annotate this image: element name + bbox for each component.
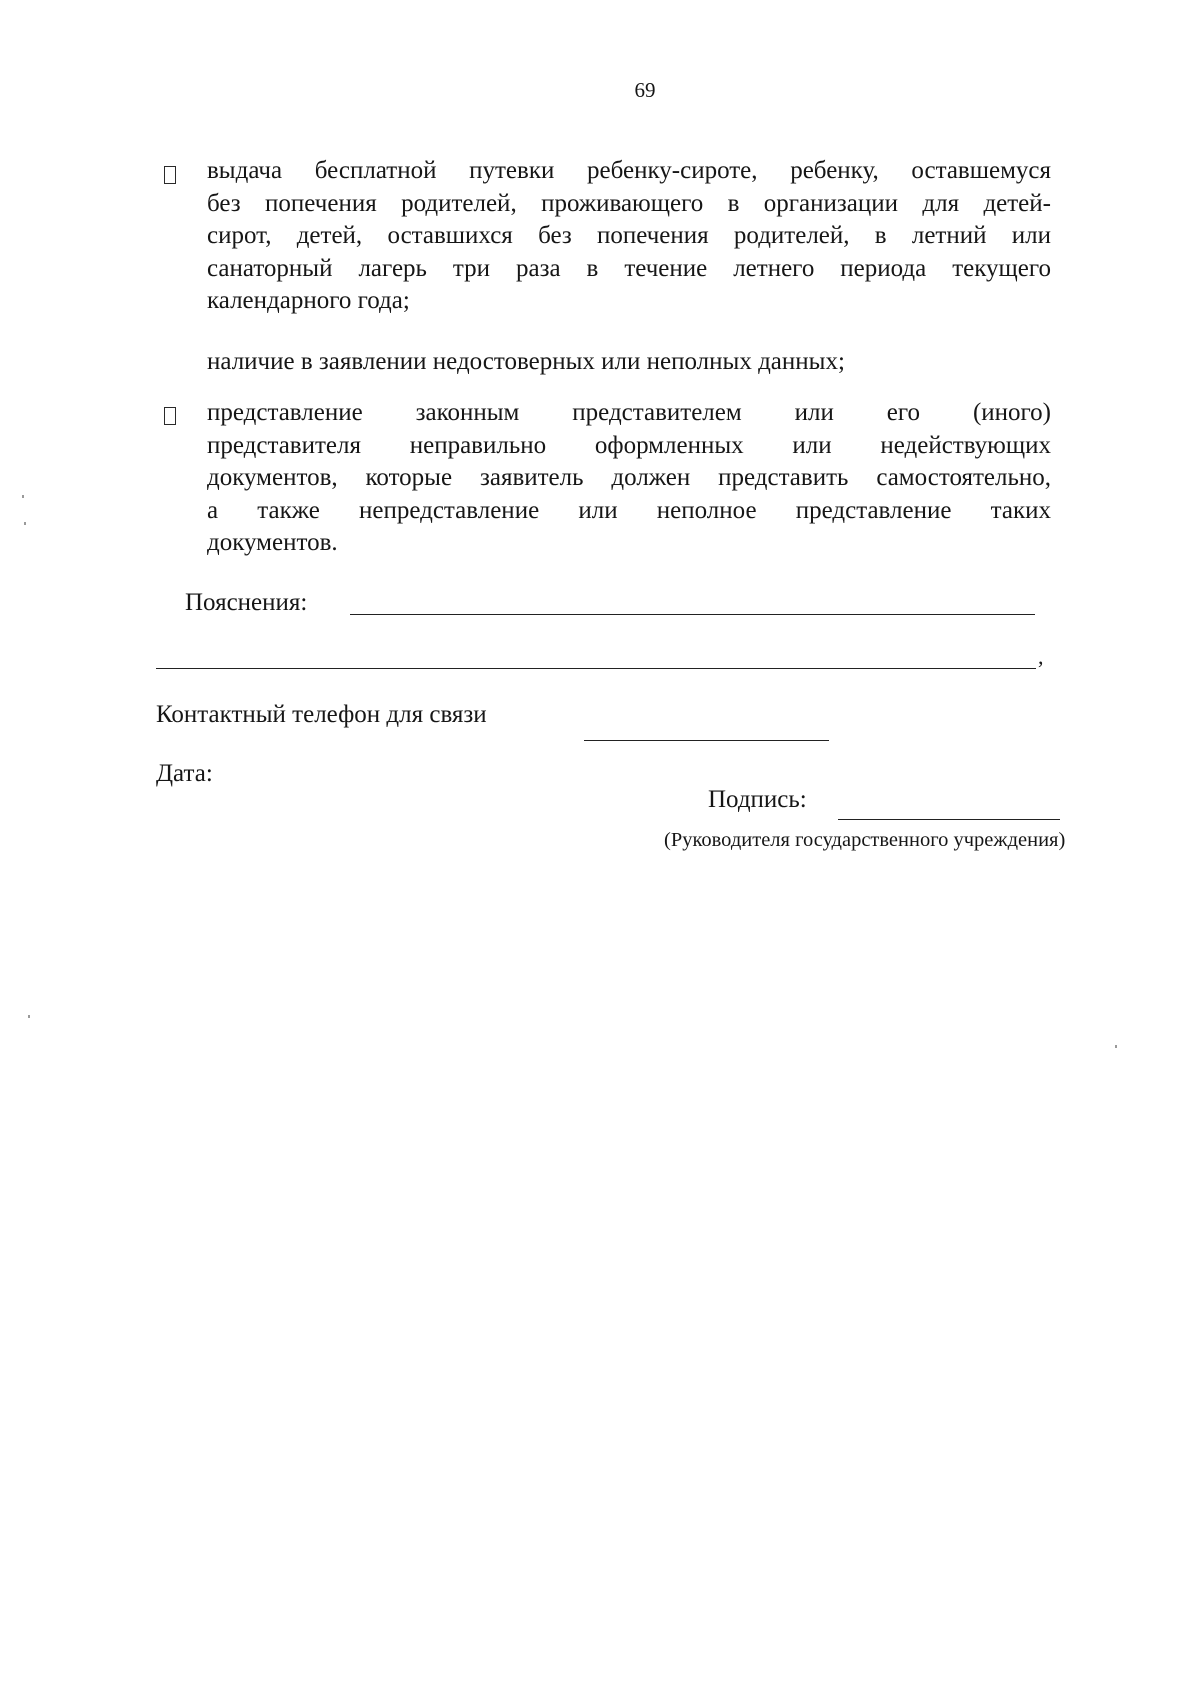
scan-speck [1115,1045,1117,1048]
item-3-line: представителя неправильно оформленных или недействующих [207,431,1051,459]
explanations-end-comma: , [1038,644,1044,669]
item-3-line: представление законным представителем или его (иного) [207,399,1051,426]
explanations-field-line-1[interactable] [350,614,1035,615]
item-1-line: без попечения родителей, проживающего в организации для детей- [207,189,1051,217]
item-3-line: а также непредставление или неполное представление таких [207,496,1051,524]
phone-label: Контактный телефон для связи [156,701,487,728]
checkbox-item-3[interactable] [164,407,176,425]
signature-label: Подпись: [708,786,807,813]
item-1-line: санаторный лагерь три раза в течение летнего периода текущего [207,254,1051,282]
item-2-text: наличие в заявлении недостоверных или неполных данных; [207,348,845,375]
signature-caption: (Руководителя государственного учреждения) [664,829,1066,851]
checkbox-item-1[interactable] [164,166,176,184]
item-1-line: календарного года; [207,287,410,314]
item-1-text [207,155,1051,318]
scan-speck [24,522,26,525]
date-label: Дата: [156,760,213,787]
explanations-label: Пояснения: [185,589,308,616]
phone-field-line[interactable] [584,740,829,741]
item-1-line: выдача бесплатной путевки ребенку-сироте, ребенку, оставшемуся [207,157,1051,184]
item-3-line: документов. [207,529,338,556]
item-1-line: сирот, детей, оставшихся без попечения родителей, в летний или [207,222,1051,249]
item-3-line: документов, которые заявитель должен представить самостоятельно, [207,464,1051,491]
scan-speck [22,495,24,498]
item-3-text [207,397,1051,560]
signature-field-line[interactable] [838,819,1060,820]
scan-speck [28,1015,30,1018]
explanations-field-line-2[interactable] [156,668,1036,669]
page-number: 69 [634,78,656,102]
